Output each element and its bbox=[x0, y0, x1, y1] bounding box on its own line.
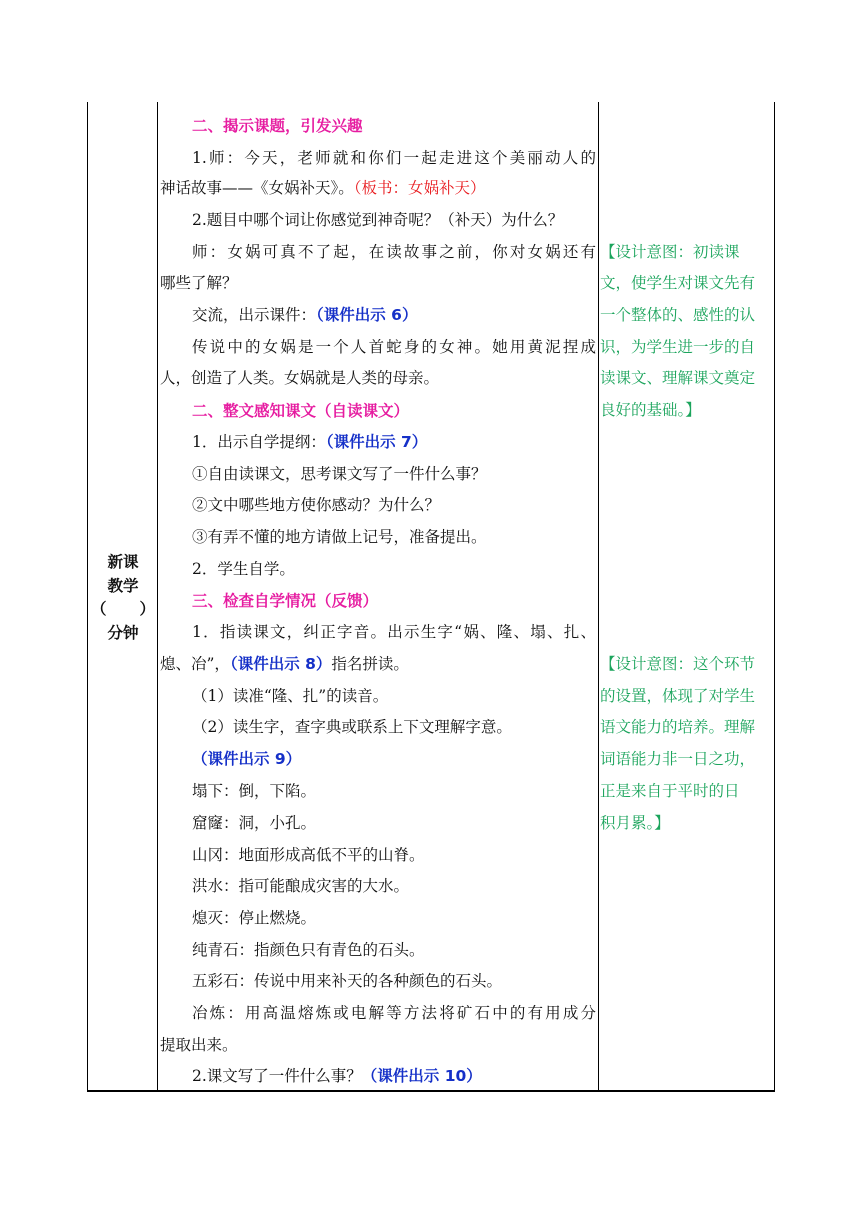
design-note-1-line5: 读课文、理解课文奠定 bbox=[600, 369, 756, 387]
courseware-ref-6: （课件出示 6） bbox=[316, 306, 418, 324]
table-border-right bbox=[774, 102, 775, 1091]
question-3: ③有弄不懂的地方请做上记号，准备提出。 bbox=[192, 528, 487, 546]
paragraph-8b-end: 指名拼读。 bbox=[331, 655, 409, 673]
stage-label-line2: 教学 bbox=[107, 577, 139, 595]
word-def-8a: 冶炼：用高温熔炼或电解等方法将矿石中的有用成分 bbox=[192, 1004, 596, 1022]
courseware-ref-8: （课件出示 8） bbox=[229, 655, 332, 673]
design-note-1-line1: 【设计意图：初读课 bbox=[600, 243, 740, 261]
section-heading-3: 三、检查自学情况（反馈） bbox=[192, 592, 379, 610]
word-def-6: 纯青石：指颜色只有青色的石头。 bbox=[192, 941, 425, 959]
paragraph-12-text: 2.课文写了一件什么事？ bbox=[192, 1067, 362, 1085]
paragraph-10: （2）读生字，查字典或联系上下文理解字意。 bbox=[192, 718, 512, 736]
table-border-left bbox=[87, 102, 88, 1091]
word-def-7: 五彩石：传说中用来补天的各种颜色的石头。 bbox=[192, 972, 503, 990]
paragraph-12 bbox=[192, 1066, 630, 1086]
design-note-1-line4: 识，为学生进一步的自 bbox=[600, 338, 756, 356]
paren-close: ） bbox=[139, 600, 155, 618]
paragraph-4-text: 交流，出示课件： bbox=[192, 306, 317, 324]
paragraph-3b: 哪些了解？ bbox=[160, 274, 238, 292]
question-1: ①自由读课文，思考课文写了一件什么事？ bbox=[192, 465, 487, 483]
courseware-ref-7: （课件出示 7） bbox=[325, 433, 428, 451]
section-heading-1: 二、揭示课题，引发兴趣 bbox=[192, 117, 363, 135]
stage-label-line1: 新课 bbox=[107, 553, 139, 571]
paragraph-1b bbox=[160, 178, 598, 198]
courseware-ref-10: （课件出示 10） bbox=[361, 1067, 482, 1085]
paragraph-8b-text: 熄、冶”， bbox=[160, 655, 230, 673]
design-note-1-line6: 良好的基础。】 bbox=[600, 401, 701, 419]
design-note-1-line3: 一个整体的、感性的认 bbox=[600, 306, 756, 324]
design-note-2-line2: 的设置，体现了对学生 bbox=[600, 687, 756, 705]
paragraph-1a: 1.师：今天，老师就和你们一起走进这个美丽动人的 bbox=[192, 149, 596, 167]
courseware-ref-9: （课件出示 9） bbox=[192, 750, 302, 768]
design-note-1-line2: 文，使学生对课文先有 bbox=[600, 274, 756, 292]
design-note-2-line1: 【设计意图：这个环节 bbox=[600, 655, 756, 673]
word-def-2: 窟窿：洞，小孔。 bbox=[192, 814, 317, 832]
table-border-bottom bbox=[87, 1090, 775, 1092]
paragraph-8a: 1．指读课文，纠正字音。出示生字“娲、隆、塌、扎、 bbox=[192, 623, 596, 641]
paragraph-1b-text: 神话故事——《女娲补天》。 bbox=[160, 179, 354, 197]
section-heading-2: 二、整文感知课文（自读课文） bbox=[192, 402, 410, 420]
design-note-2-line5: 正是来自于平时的日 bbox=[600, 782, 740, 800]
word-def-3: 山冈：地面形成高低不平的山脊。 bbox=[192, 846, 425, 864]
blackboard-note: （板书：女娲补天） bbox=[353, 179, 486, 197]
design-note-2-line6: 积月累。】 bbox=[600, 814, 670, 832]
paren-open: （ bbox=[91, 600, 107, 618]
paragraph-8b bbox=[160, 654, 598, 674]
word-def-4: 洪水：指可能酿成灾害的大水。 bbox=[192, 877, 410, 895]
stage-label-line4: 分钟 bbox=[107, 624, 139, 642]
paragraph-6-text: 1．出示自学提纲： bbox=[192, 433, 326, 451]
word-def-1: 塌下：倒，下陷。 bbox=[192, 782, 317, 800]
paragraph-3a: 师：女娲可真不了起，在读故事之前，你对女娲还有 bbox=[192, 243, 596, 261]
paragraph-5b: 人，创造了人类。女娲就是人类的母亲。 bbox=[160, 369, 440, 387]
question-2: ②文中哪些地方使你感动？为什么？ bbox=[192, 496, 441, 514]
paragraph-7: 2．学生自学。 bbox=[192, 560, 295, 578]
paragraph-9: （1）读准“隆、扎”的读音。 bbox=[192, 687, 389, 705]
word-def-8b: 提取出来。 bbox=[160, 1036, 238, 1054]
paragraph-6 bbox=[192, 432, 630, 452]
design-note-2-line3: 语文能力的培养。理解 bbox=[600, 718, 756, 736]
table-divider-1 bbox=[157, 102, 158, 1091]
paragraph-2: 2.题目中哪个词让你感觉到神奇呢？（补天）为什么？ bbox=[192, 211, 564, 229]
word-def-5: 熄灭：停止燃烧。 bbox=[192, 909, 317, 927]
design-note-2-line4: 词语能力非一日之功， bbox=[600, 750, 756, 768]
paragraph-4 bbox=[192, 305, 630, 325]
paragraph-5a: 传说中的女娲是一个人首蛇身的女神。她用黄泥捏成 bbox=[192, 338, 596, 356]
